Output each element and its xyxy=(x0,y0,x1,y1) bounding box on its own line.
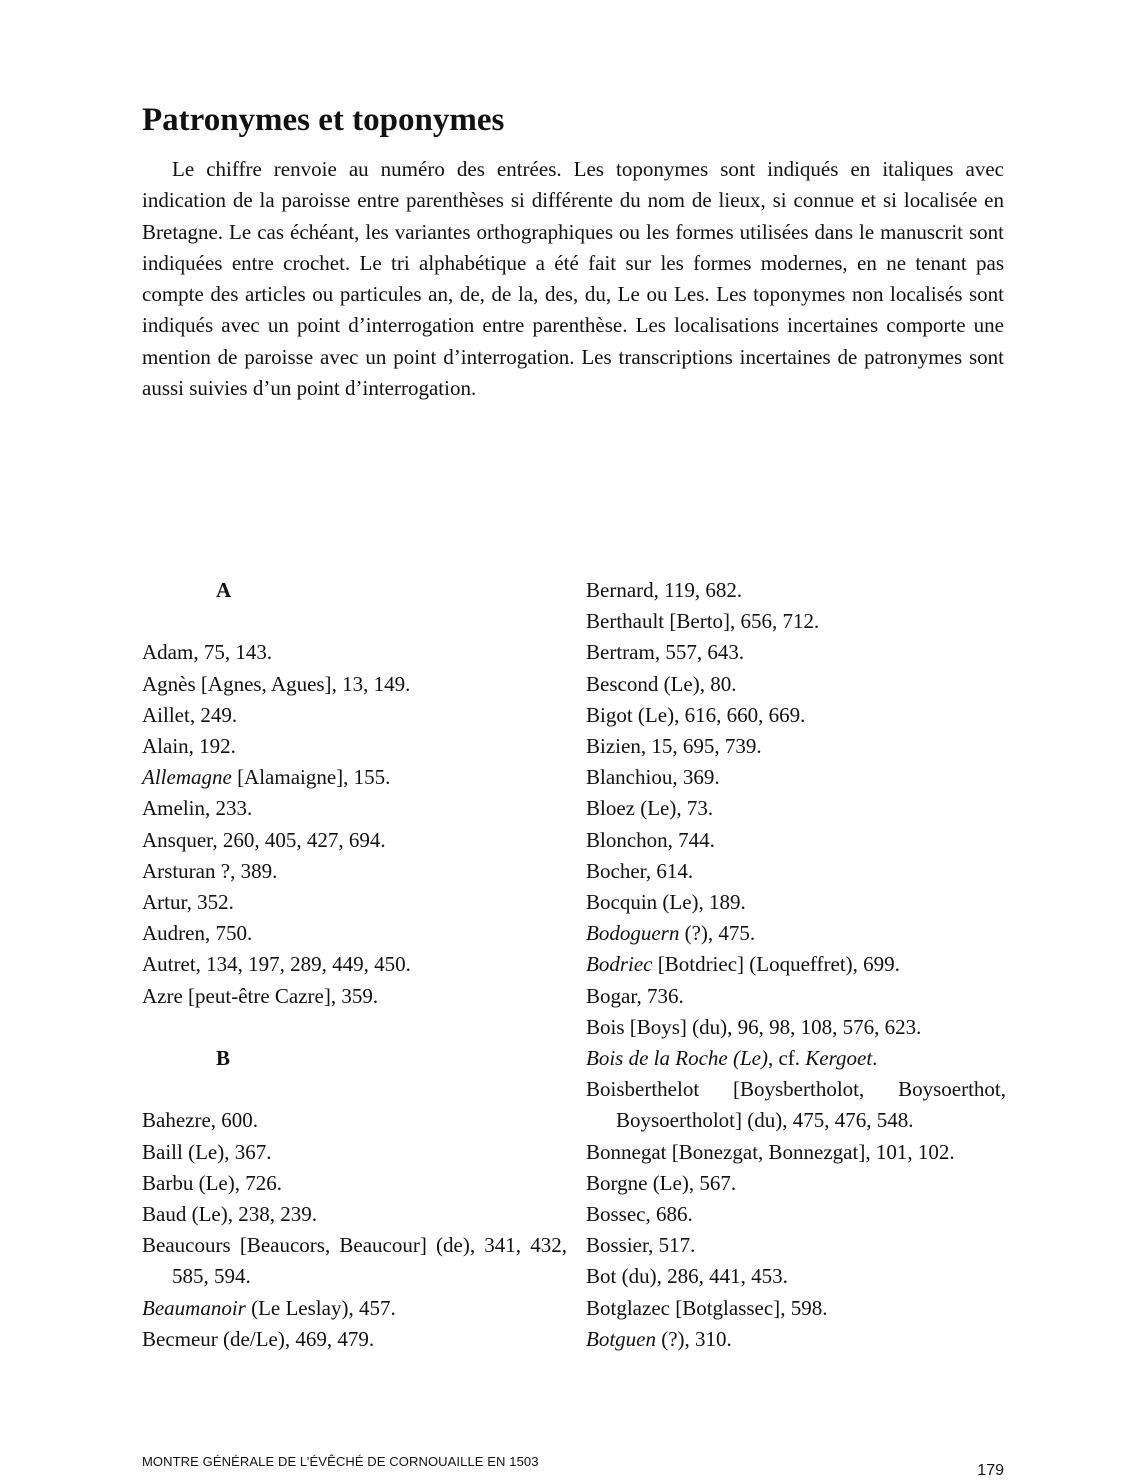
index-entry: Artur, 352. xyxy=(142,890,234,914)
section-spacer xyxy=(142,1012,567,1043)
index-entry: Arsturan ?, 389. xyxy=(142,858,278,883)
index-entry: Aillet, 249. xyxy=(142,702,238,727)
index-entry: Agnès [Agnes, Agues], 13, 149. xyxy=(142,671,411,696)
intro-paragraph: Le chiffre renvoie au numéro des entrées. Les toponymes sont indiqués en italiques avec indication de la paroisse entre parenthèses si différente du nom de lieux, si connue et si localisée en Bretagne. Le cas échéant, les variantes orthographiques ou les formes utilisées dans le manuscrit sont indiquées entre crochet. Le tri alphabétique a été fait sur les formes modernes, en ne tenant pas compte des articles ou particules an, de, de la, des, du, Le ou Les. Les toponymes non localisés sont indiqués avec un point d’interrogation entre parenthèse. Les localisations incertaines comporte une mention de paroisse avec un point d’interrogation. Les transcriptions incertaines de patronymes sont aussi suivies d’un point d’interrogation. xyxy=(142,157,1004,401)
index-entry: Bocquin (Le), 189. xyxy=(586,890,746,915)
index-entry: Bigot (Le), 616, 660, 669. xyxy=(586,702,806,727)
index-entry: Bocher, 614. xyxy=(586,858,694,883)
index-entry: Bossier, 517. xyxy=(586,1233,696,1258)
index-entry: Baill (Le), 367. xyxy=(142,1139,272,1164)
index-entry: Beaucours [Beaucors, Beaucour] (de), 341, 432, 585, 594. xyxy=(142,1233,567,1289)
index-entry: Azre [peut-être Cazre], 359. xyxy=(142,983,379,1008)
index-entry-toponym: Bodoguern (?), 475. xyxy=(586,921,756,946)
index-column-left xyxy=(142,575,567,1355)
section-letter-b: B xyxy=(216,1046,231,1070)
index-entry: Autret, 134, 197, 289, 449, 450. xyxy=(142,952,411,977)
index-entry: Amelin, 233. xyxy=(142,796,253,821)
page-title: Patronymes et toponymes xyxy=(142,102,505,138)
index-entry-toponym: Allemagne [Alamaigne], 155. xyxy=(142,765,391,790)
index-entry: Blonchon, 744. xyxy=(586,827,715,852)
index-entry: Bernard, 119, 682. xyxy=(586,578,743,602)
cross-reference: Kergoet xyxy=(805,1046,873,1071)
index-entry: Borgne (Le), 567. xyxy=(586,1170,737,1195)
index-entry: Bonnegat [Bonezgat, Bonnezgat], 101, 102. xyxy=(586,1139,955,1164)
running-footer-title: MONTRE GÉNÉRALE DE L’ÉVÊCHÉ DE CORNOUAILLE EN 1503 xyxy=(142,1454,539,1469)
index-entry: Bossec, 686. xyxy=(586,1202,693,1227)
index-entry: Barbu (Le), 726. xyxy=(142,1170,282,1195)
index-column-right xyxy=(586,575,1006,1355)
index-entry: Blanchiou, 369. xyxy=(586,765,720,790)
index-entry: Berthault [Berto], 656, 712. xyxy=(586,609,820,634)
index-entry: Botglazec [Botglassec], 598. xyxy=(586,1295,828,1320)
index-entry: Baud (Le), 238, 239. xyxy=(142,1201,317,1226)
index-entry: Bogar, 736. xyxy=(586,983,684,1008)
index-entry: Boisberthelot [Boysbertholot, Boysoerthot, Boysoertholot] (du), 475, 476, 548. xyxy=(586,1077,1006,1133)
index-entry: Becmeur (de/Le), 469, 479. xyxy=(142,1326,375,1351)
index-entry-toponym: Beaumanoir (Le Leslay), 457. xyxy=(142,1295,396,1320)
index-entry: Ansquer, 260, 405, 427, 694. xyxy=(142,827,386,852)
page-number: 179 xyxy=(977,1462,1004,1479)
index-entry: Bois [Boys] (du), 96, 98, 108, 576, 623. xyxy=(586,1014,922,1039)
index-entry-toponym: Bois de la Roche (Le), cf. Kergoet. xyxy=(586,1046,878,1071)
index-entry: Alain, 192. xyxy=(142,733,236,758)
index-entry: Bescond (Le), 80. xyxy=(586,671,737,696)
index-entry: Bizien, 15, 695, 739. xyxy=(586,734,762,759)
index-entry: Bahezre, 600. xyxy=(142,1108,259,1133)
index-entry-toponym: Bodriec [Botdriec] (Loqueffret), 699. xyxy=(586,952,900,977)
index-entry: Bot (du), 286, 441, 453. xyxy=(586,1264,788,1289)
index-entry: Audren, 750. xyxy=(142,921,253,946)
section-letter-a: A xyxy=(216,578,232,602)
index-entry: Bloez (Le), 73. xyxy=(586,796,714,821)
index-entry: Bertram, 557, 643. xyxy=(586,640,745,665)
index-entry-toponym: Botguen (?), 310. xyxy=(586,1326,732,1351)
index-entry: Adam, 75, 143. xyxy=(142,640,273,665)
